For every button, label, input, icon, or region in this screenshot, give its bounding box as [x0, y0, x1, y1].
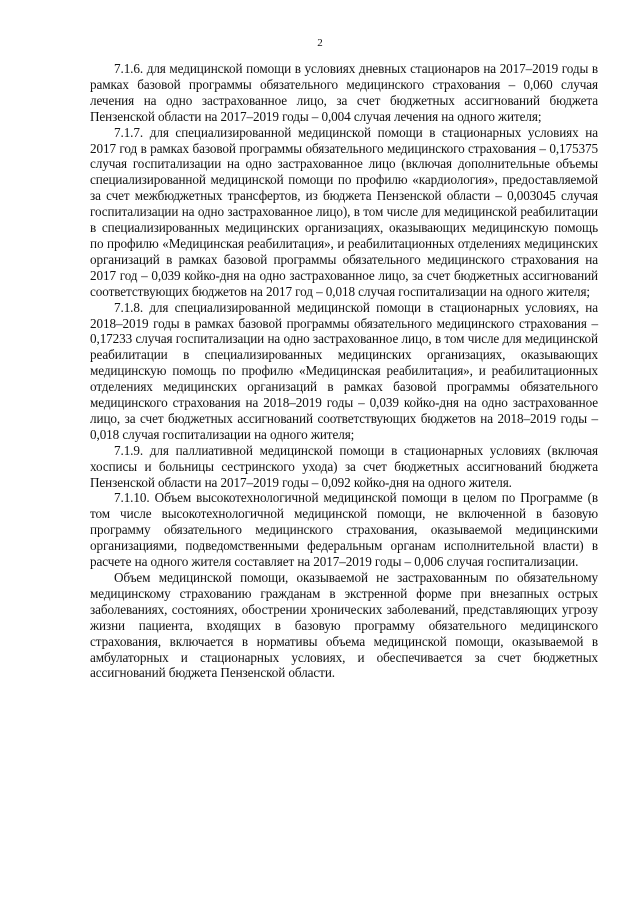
document-body: [90, 61, 598, 681]
page-number: 2: [317, 37, 323, 49]
paragraph-7-1-6: 7.1.6. для медицинской помощи в условиях дневных стационаров на 2017–2019 годы в рамках базовой программы обязательного медицинского страхования – 0,060 случая лечения на одно застрахованное лицо, за счет бюджетных ассигнований бюджета Пензенской области на 2017–2019 годы – 0,004 случая лечения на одного жителя;: [90, 61, 598, 124]
paragraph-uninsured-care: Объем медицинской помощи, оказываемой не застрахованным по обязательному медицинскому страхованию гражданам в экстренной форме при внезапных острых заболеваниях, состояниях, обострении хронических заболеваний, представляющих угрозу жизни пациента, входящих в базовую программу обязательного медицинского страхования, включается в нормативы объема медицинской помощи, оказываемой в амбулаторных и стационарных условиях, и обеспечивается за счет бюджетных ассигнований бюджета Пензенской области.: [90, 570, 598, 681]
paragraph-7-1-7: 7.1.7. для специализированной медицинской помощи в стационарных условиях на 2017 год в рамках базовой программы обязательного медицинского страхования – 0,175375 случая госпитализации на одно застрахованное лицо (включая дополнительные объемы специализированной медицинской помощи по профилю «кардиология», предоставляемой за счет межбюджетных трансфертов, из бюджета Пензенской области – 0,003045 случая госпитализации на одно застрахованное лицо), в том числе для медицинской реабилитации в специализированных медицинских организациях, оказывающих медицинскую помощь по профилю «Медицинская реабилитация», и реабилитационных отделениях медицинских организаций в рамках базовой программы обязательного медицинского страхования на 2017 год – 0,039 койко-дня на одно застрахованное лицо, за счет бюджетных ассигнований соответствующих бюджетов на 2017 год – 0,018 случая госпитализации на одного жителя;: [90, 124, 598, 299]
paragraph-7-1-10: 7.1.10. Объем высокотехнологичной медицинской помощи в целом по Программе (в том числе высокотехнологичной медицинской помощи, не включенной в базовую программу обязательного медицинского страхования, оказываемой медицинскими организациями, подведомственными федеральным органам исполнительной власти) в расчете на одного жителя составляет на 2017–2019 годы – 0,006 случая госпитализации.: [90, 490, 598, 570]
paragraph-7-1-8: 7.1.8. для специализированной медицинской помощи в стационарных условиях, на 2018–2019 годы в рамках базовой программы обязательного медицинского страхования – 0,17233 случая госпитализации на одно застрахованное лицо, в том числе для медицинской реабилитации в специализированных медицинских организациях, оказывающих медицинскую помощь по профилю «Медицинская реабилитация», и реабилитационных отделениях медицинских организаций в рамках базовой программы обязательного медицинского страхования на 2018–2019 годы – 0,039 койко-дня на одно застрахованное лицо, за счет бюджетных ассигнований соответствующих бюджетов на 2018–2019 годы – 0,018 случая госпитализации на одного жителя;: [90, 299, 598, 442]
paragraph-7-1-9: 7.1.9. для паллиативной медицинской помощи в стационарных условиях (включая хосписы и больницы сестринского ухода) за счет бюджетных ассигнований бюджета Пензенской области на 2017–2019 годы – 0,092 койко-дня на одного жителя.: [90, 442, 598, 490]
